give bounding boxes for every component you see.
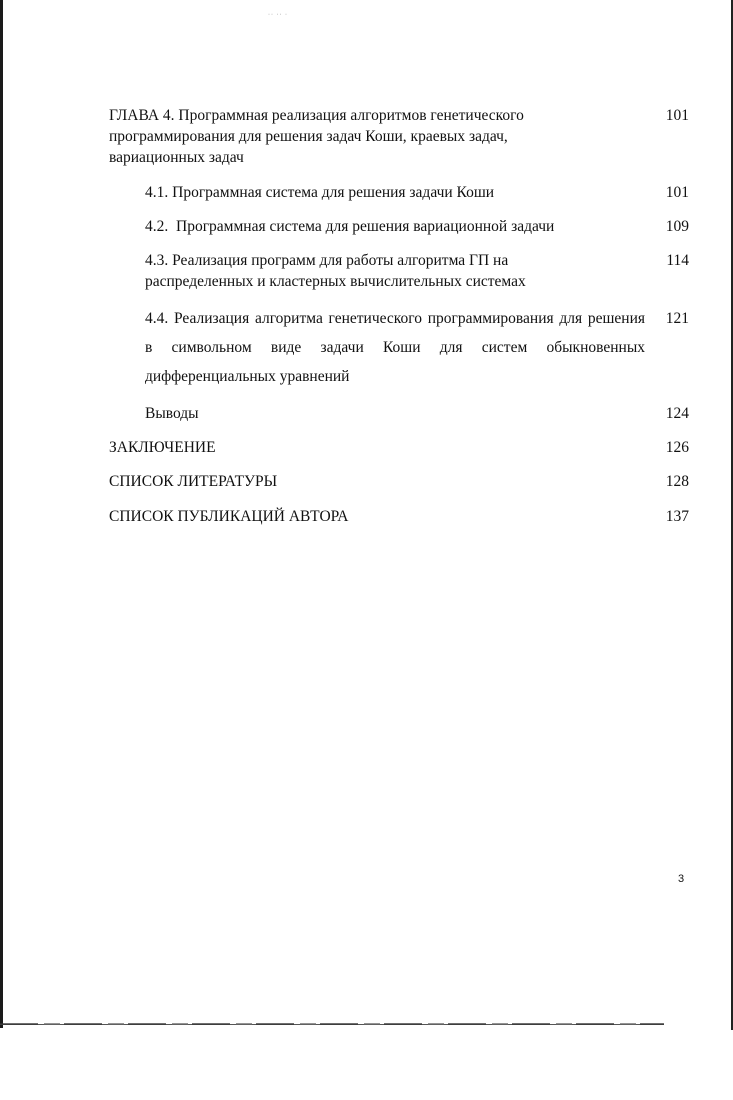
toc-entry-title: Выводы	[145, 405, 199, 422]
toc-entry-zaklyuchenie	[109, 437, 689, 458]
toc-entry-title: ЗАКЛЮЧЕНИЕ	[109, 439, 216, 456]
toc-entry-page: 101	[665, 184, 689, 201]
toc-entry-section-4-2	[145, 216, 689, 237]
toc-entry-title: 4.2. Программная система для решения вариационной задачи	[145, 218, 555, 235]
toc-entry-chapter-4	[109, 105, 699, 168]
scan-bottom-dashes	[0, 1023, 664, 1025]
toc-entry-section-4-3	[145, 250, 689, 292]
toc-entry-references	[109, 471, 689, 492]
toc-entry-title: ГЛАВА 4. Программная реализация алгоритмов генетического программирования для решения задач Коши, краевых задач, вариационных задач	[109, 107, 524, 166]
toc-entry-page: 128	[665, 473, 689, 490]
toc-entry-page: 121	[665, 310, 689, 327]
scan-artifact-mark: ·· ·· ·	[268, 12, 288, 18]
toc-entry-section-4-4	[145, 304, 689, 391]
toc-entry-page: 109	[665, 218, 689, 235]
toc-entry-author-publications	[109, 506, 689, 527]
scan-left-edge	[0, 0, 3, 1028]
page-number: 3	[678, 873, 685, 885]
toc-entry-page: 126	[665, 439, 689, 456]
toc-entry-title: СПИСОК ПУБЛИКАЦИЙ АВТОРА	[109, 508, 349, 525]
toc-entry-section-4-1	[145, 182, 689, 203]
toc-entry-page: 124	[665, 405, 689, 422]
toc-entry-title: 4.4. Реализация алгоритма генетического программирования для решения в символьном виде задачи Коши для систем обыкновенных дифференциальных уравнений	[145, 310, 645, 385]
toc-entry-title: 4.3. Реализация программ для работы алгоритма ГП на распределенных и кластерных вычислительных системах	[145, 252, 526, 290]
toc-entry-title: СПИСОК ЛИТЕРАТУРЫ	[109, 473, 278, 490]
toc-entry-page: 114	[666, 252, 689, 269]
toc-entry-page: 137	[665, 508, 689, 525]
toc-entry-conclusions	[145, 403, 689, 424]
toc-entry-page: 101	[665, 107, 689, 124]
toc-entry-title: 4.1. Программная система для решения задачи Коши	[145, 184, 495, 201]
